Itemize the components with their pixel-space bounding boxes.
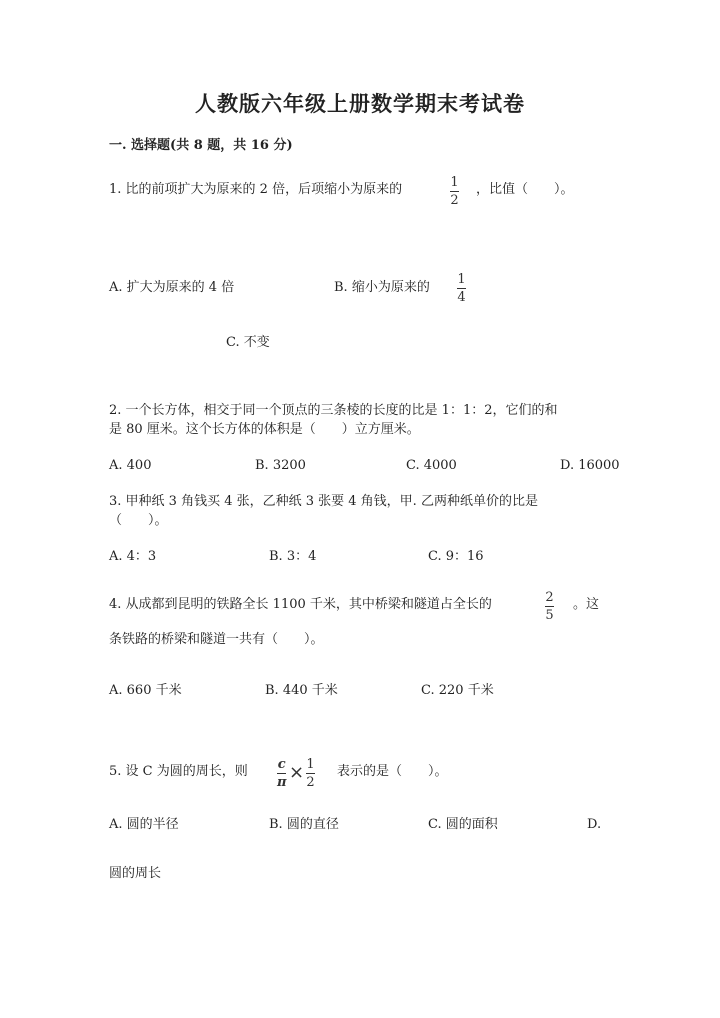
question-5-option-c[interactable]: C. 圆的面积: [428, 817, 498, 832]
fraction-numerator: 1: [457, 272, 466, 287]
question-5-option-d[interactable]: D.: [587, 817, 602, 832]
question-1-text-end: ，比值（ ）。: [476, 182, 574, 197]
fraction-one-half-expr: [306, 757, 315, 790]
fraction-numerator: 1: [306, 757, 315, 772]
question-4-text-end: 。这: [573, 597, 600, 612]
fraction-denominator: 2: [306, 775, 315, 790]
fraction-numerator: 2: [545, 590, 554, 605]
question-3-text-line-1: 3. 甲种纸 3 角钱买 4 张，乙种纸 3 张要 4 角钱，甲. 乙两种纸单价的比是: [109, 494, 538, 509]
question-4-option-c[interactable]: C. 220 千米: [421, 683, 494, 698]
question-1-option-c[interactable]: C. 不变: [226, 335, 270, 350]
question-5-option-d-continued[interactable]: 圆的周长: [109, 866, 162, 881]
question-1-option-b[interactable]: B. 缩小为原来的: [334, 280, 430, 295]
fraction-bar: [450, 191, 459, 192]
fraction-numerator: c: [277, 757, 286, 772]
page-title: 人教版六年级上册数学期末考试卷: [195, 91, 525, 116]
question-2-option-a[interactable]: A. 400: [109, 458, 152, 473]
fraction-bar: [306, 773, 315, 774]
question-4-option-a[interactable]: A. 660 千米: [109, 683, 182, 698]
fraction-one-quarter: [457, 272, 466, 305]
question-4-option-b[interactable]: B. 440 千米: [265, 683, 338, 698]
question-2-option-d[interactable]: D. 16000: [560, 458, 620, 473]
fraction-denominator: π: [277, 775, 287, 790]
question-1-option-a[interactable]: A. 扩大为原来的 4 倍: [109, 280, 235, 295]
fraction-bar: [277, 773, 286, 774]
fraction-denominator: 5: [545, 608, 554, 623]
question-3-option-a[interactable]: A. 4：3: [109, 549, 157, 564]
multiply-sign: ×: [289, 762, 305, 783]
question-3-text-line-2: （ ）。: [109, 513, 168, 528]
fraction-bar: [457, 288, 466, 289]
fraction-numerator: 1: [450, 175, 459, 190]
fraction-one-half: [450, 175, 459, 208]
fraction-two-fifths: [545, 590, 554, 623]
question-3-option-b[interactable]: B. 3：4: [269, 549, 317, 564]
question-4-text-line-2: 条铁路的桥梁和隧道一共有（ ）。: [109, 632, 324, 647]
question-5-text: 5. 设 C 为圆的周长，则: [109, 764, 248, 779]
fraction-denominator: 4: [457, 290, 466, 305]
question-5-option-a[interactable]: A. 圆的半径: [109, 817, 179, 832]
question-2-option-b[interactable]: B. 3200: [255, 458, 306, 473]
question-2-option-c[interactable]: C. 4000: [406, 458, 457, 473]
fraction-c-over-pi: [277, 757, 287, 790]
question-5-text-end: 表示的是（ ）。: [337, 764, 448, 779]
question-2-text-line-1: 2. 一个长方体，相交于同一个顶点的三条棱的长度的比是 1：1：2，它们的和: [109, 403, 558, 418]
fraction-denominator: 2: [450, 193, 459, 208]
question-3-option-c[interactable]: C. 9：16: [428, 549, 484, 564]
question-4-text: 4. 从成都到昆明的铁路全长 1100 千米，其中桥梁和隧道占全长的: [109, 597, 492, 612]
fraction-bar: [545, 606, 554, 607]
question-1-text: 1. 比的前项扩大为原来的 2 倍，后项缩小为原来的: [109, 182, 403, 197]
question-5-option-b[interactable]: B. 圆的直径: [269, 817, 339, 832]
section-heading: 一. 选择题(共 8 题，共 16 分): [109, 138, 293, 153]
question-2-text-line-2: 是 80 厘米。这个长方体的体积是（ ）立方厘米。: [109, 422, 420, 437]
